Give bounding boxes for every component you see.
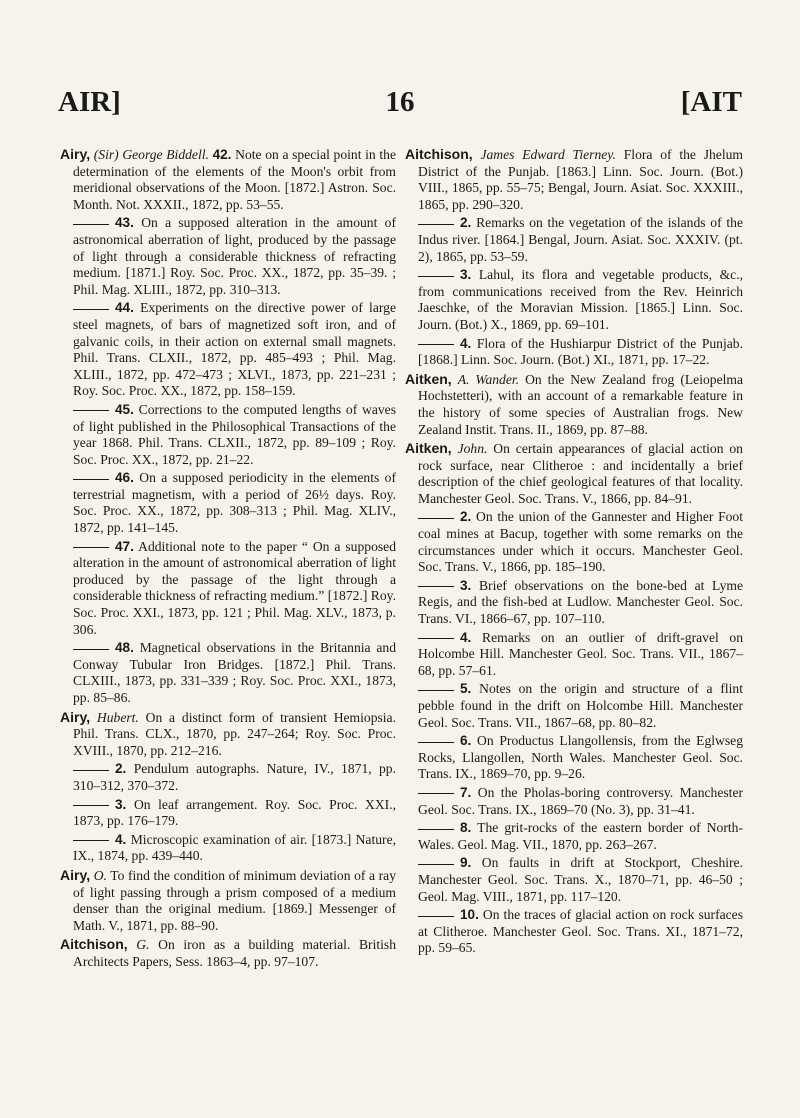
ditto-dash xyxy=(73,649,109,650)
entry-text: Flora of the Jhelum District of the Punjab. [1863.] Linn. Soc. Journ. (Bot.) VIII., 1865, pp. 55–75; Bengal, Journ. Asiat. Soc. XXXIII., 1865, pp. 290–320. xyxy=(418,147,743,212)
ditto-dash xyxy=(73,479,109,480)
author-surname: Aitken, xyxy=(405,440,452,457)
entry-number: 45. xyxy=(115,401,134,417)
entry-number: 46. xyxy=(115,470,134,486)
author-surname: Aitchison, xyxy=(60,936,128,953)
ditto-dash xyxy=(418,518,454,519)
entry-number: 4. xyxy=(460,335,472,351)
entry-text: Additional note to the paper “ On a supposed alteration in the amount of astronomical aberration of light produced by the passage of the light through a considerable thickness of refracting medium.” [1872.] Roy. Soc. Proc. XXI., 1873, pp. 121 ; Phil. Mag. XLV., 1873, p. 306. xyxy=(73,538,396,637)
entry-text: Experiments on the directive power of large steel magnets, of bars of magnetized soft iron, and of galvanic coils, in their action on external small magnets. Phil. Trans. CLXII., 1872, pp. 485–493 ; Phil. Mag. XLIII., 1872, pp. 472–473 ; XLVI., 1873, pp. 221–231 ; Roy. Soc. Proc. XX., 1872, pp. 158–159. xyxy=(73,300,396,399)
bibliography-entry xyxy=(60,867,396,934)
entry-number: 48. xyxy=(115,640,134,656)
entry-number: 10. xyxy=(460,907,479,923)
ditto-dash xyxy=(73,547,109,548)
entry-text: On Productus Llangollensis, from the Eglwseg Rocks, Llangollen, North Wales. Manchester Geol. Soc. Trans. IX., 1869–70, pp. 9–26. xyxy=(418,733,743,782)
ditto-dash xyxy=(73,410,109,411)
entry-text: Note on a special point in the determination of the elements of the Moon's orbit from meridional observations of the Moon. [1872.] Astron. Soc. Month. Not. XXXII., 1872, pp. 53–55. xyxy=(73,147,396,212)
entry-number: 47. xyxy=(115,538,134,554)
entry-text: To find the condition of minimum deviation of a ray of light passing through a prism composed of a medium denser than the original medium. [1869.] Messenger of Math. V., 1871, pp. 88–90. xyxy=(73,867,396,933)
entry-text: On certain appearances of glacial action on rock surface, near Clitheroe : and incidentally a brief description of the chief geological features of that locality. Manchester Geol. Soc. Trans. V., 1866, pp. 84–91. xyxy=(418,441,743,506)
author-surname: Aitken, xyxy=(405,370,452,387)
bibliography-entry xyxy=(405,146,743,213)
author-given-name: A. Wander. xyxy=(457,371,520,387)
entry-number: 42. xyxy=(212,147,232,162)
ditto-dash xyxy=(418,793,454,794)
ditto-dash xyxy=(418,586,454,587)
bibliography-subentry xyxy=(405,336,743,369)
bibliography-subentry xyxy=(60,215,396,298)
right-column xyxy=(405,146,743,959)
ditto-dash xyxy=(73,840,109,841)
bibliography-subentry xyxy=(60,832,396,865)
entry-text: Notes on the origin and structure of a flint pebble found in the drift on Holcombe Hill. Manchester Geol. Soc. Trans. VII., 1867–68, pp. 80–82. xyxy=(418,681,743,730)
entry-text: On a supposed alteration in the amount of astronomical aberration of light, produced by the passage of light through a considerable thickness of refracting medium. [1871.] Roy. Soc. Proc. XX., 1872, pp. 35–39. ; Phil. Mag. XLIII., 1872, pp. 310–313. xyxy=(73,215,396,297)
entry-text: Remarks on the vegetation of the islands of the Indus river. [1864.] Bengal, Journ. Asiat. Soc. XXXIV. (pt. 2), 1865, pp. 53–59. xyxy=(418,215,743,264)
entry-text: On the traces of glacial action on rock surfaces at Clitheroe. Manchester Geol. Soc. Trans. XI., 1871–72, pp. 59–65. xyxy=(418,907,743,956)
bibliography-subentry xyxy=(60,470,396,536)
entry-text: Brief observations on the bone-bed at Lyme Regis, and the fish-bed at Ludlow. Manchester Geol. Soc. Trans. VI., 1866–67, pp. 107–110. xyxy=(418,577,743,627)
entry-number: 4. xyxy=(460,629,472,645)
bibliography-subentry xyxy=(60,797,396,830)
author-given-name: O. xyxy=(93,867,107,883)
entry-text: On a distinct form of transient Hemiopsia. Phil. Trans. CLX., 1870, pp. 247–264; Roy. Soc. Proc. XVIII., 1870, pp. 212–216. xyxy=(73,709,396,758)
entry-text: On leaf arrangement. Roy. Soc. Proc. XXI., 1873, pp. 176–179. xyxy=(73,796,396,829)
header-right-range: [AIT xyxy=(680,86,742,118)
author-given-name: (Sir) George Biddell. xyxy=(93,147,209,162)
ditto-dash xyxy=(418,742,454,743)
entry-number: 3. xyxy=(115,796,127,812)
author-surname: Airy, xyxy=(60,708,91,725)
entry-number: 9. xyxy=(460,855,472,871)
entry-text: On faults in drift at Stockport, Cheshire. Manchester Geol. Soc. Trans. X., 1870–71, pp. 46–50 ; Geol. Mag. VIII., 1871, pp. 117–120. xyxy=(418,855,743,904)
bibliography-subentry xyxy=(60,640,396,706)
entry-text: On a supposed periodicity in the elements of terrestrial magnetism, with a period of 26½ days. Roy. Soc. Proc. XX., 1872, pp. 308–313 ; Phil. Mag. XLIV., 1872, pp. 141–145. xyxy=(73,470,396,536)
bibliography-entry xyxy=(60,709,396,760)
entry-number: 6. xyxy=(460,733,472,749)
entry-text: The grit-rocks of the eastern border of North-Wales. Geol. Mag. VII., 1870, pp. 263–267. xyxy=(418,820,743,852)
bibliography-subentry xyxy=(405,630,743,680)
author-given-name: John. xyxy=(457,441,488,457)
entry-text: Pendulum autographs. Nature, IV., 1871, pp. 310–312, 370–372. xyxy=(73,761,396,793)
entry-text: Corrections to the computed lengths of waves of light published in the Philosophical Transactions of the year 1868. Phil. Trans. CLXII., 1872, pp. 89–109 ; Roy. Soc. Proc. XX., 1872, pp. 21–22. xyxy=(73,401,396,467)
bibliography-subentry xyxy=(405,509,743,575)
entry-number: 44. xyxy=(115,300,134,316)
entry-text: On the union of the Gannester and Higher Foot coal mines at Bacup, together with some remarks on the circumstances under which it occurs. Manchester Geol. Soc. Trans. V., 1866, pp. 185–190. xyxy=(418,509,743,575)
bibliography-subentry xyxy=(60,402,396,468)
bibliography-entry xyxy=(60,936,396,970)
author-given-name: James Edward Tierney. xyxy=(480,147,616,162)
author-surname: Airy, xyxy=(60,146,91,162)
ditto-dash xyxy=(418,224,454,225)
bibliography-subentry xyxy=(405,820,743,853)
author-surname: Aitchison, xyxy=(405,146,473,162)
bibliography-subentry xyxy=(405,907,743,957)
entry-number: 2. xyxy=(460,215,472,231)
ditto-dash xyxy=(73,805,109,806)
bibliography-entry xyxy=(405,440,743,507)
ditto-dash xyxy=(73,309,109,310)
entry-number: 43. xyxy=(115,215,134,231)
bibliography-subentry xyxy=(60,300,396,400)
entry-number: 2. xyxy=(460,509,472,525)
bibliography-subentry xyxy=(405,855,743,905)
ditto-dash xyxy=(418,864,454,865)
entry-number: 3. xyxy=(460,577,472,593)
bibliography-subentry xyxy=(405,681,743,731)
entry-number: 4. xyxy=(115,831,127,847)
entry-text: Microscopic examination of air. [1873.] Nature, IX., 1874, pp. 439–440. xyxy=(73,831,397,864)
bibliography-subentry xyxy=(405,733,743,783)
bibliography-subentry xyxy=(405,785,743,818)
author-surname: Airy, xyxy=(60,866,91,883)
entry-number: 8. xyxy=(460,820,472,836)
entry-text: Flora of the Hushiarpur District of the Punjab. [1868.] Linn. Soc. Journ. (Bot.) XI., 1871, pp. 17–22. xyxy=(418,335,743,368)
bibliography-entry xyxy=(60,146,396,213)
bibliography-subentry xyxy=(60,539,396,639)
entry-text: On the Pholas-boring controversy. Manchester Geol. Soc. Trans. IX., 1869–70 (No. 3), pp. 31–41. xyxy=(418,784,743,817)
ditto-dash xyxy=(418,690,454,691)
ditto-dash xyxy=(418,638,454,639)
entry-text: Lahul, its flora and vegetable products, &c., from communications received from the Rev. Heinrich Jaeschke, of the Moravian Mission. [1865.] Linn. Soc. Journ. (Bot.) X., 1869, pp. 69–101. xyxy=(418,267,743,332)
entry-text: On the New Zealand frog (Leiopelma Hochstetteri), with an account of a remarkable feature in the history of some species of Australian frogs. New Zealand Instit. Trans. II., 1869, pp. 87–88. xyxy=(418,371,743,437)
bibliography-subentry xyxy=(405,215,743,265)
ditto-dash xyxy=(418,916,454,917)
entry-text: Magnetical observations in the Britannia and Conway Tubular Iron Bridges. [1872.] Phil. Trans. CLXIII., 1873, pp. 331–339 ; Roy. Soc. Proc. XXI., 1873, pp. 85–86. xyxy=(73,640,396,705)
author-given-name: G. xyxy=(136,937,150,953)
author-given-name: Hubert. xyxy=(96,709,139,725)
ditto-dash xyxy=(418,344,454,345)
left-column xyxy=(60,146,396,973)
ditto-dash xyxy=(418,829,454,830)
bibliography-subentry xyxy=(405,578,743,628)
ditto-dash xyxy=(73,224,109,225)
bibliography-subentry xyxy=(405,267,743,333)
page-header xyxy=(58,86,742,126)
ditto-dash xyxy=(73,770,109,771)
entry-number: 2. xyxy=(115,761,127,777)
bibliography-subentry xyxy=(60,761,396,794)
bibliography-entry xyxy=(405,371,743,438)
header-left-range: AIR] xyxy=(58,86,121,118)
ditto-dash xyxy=(418,276,454,277)
entry-text: On iron as a building material. British Architects Papers, Sess. 1863–4, pp. 97–107. xyxy=(73,937,396,969)
entry-number: 5. xyxy=(460,681,472,697)
entry-number: 7. xyxy=(460,784,472,800)
entry-number: 3. xyxy=(460,267,472,283)
page-number: 16 xyxy=(385,86,415,118)
entry-text: Remarks on an outlier of drift-gravel on Holcombe Hill. Manchester Geol. Soc. Trans. VII., 1867–68, pp. 57–61. xyxy=(418,629,744,678)
